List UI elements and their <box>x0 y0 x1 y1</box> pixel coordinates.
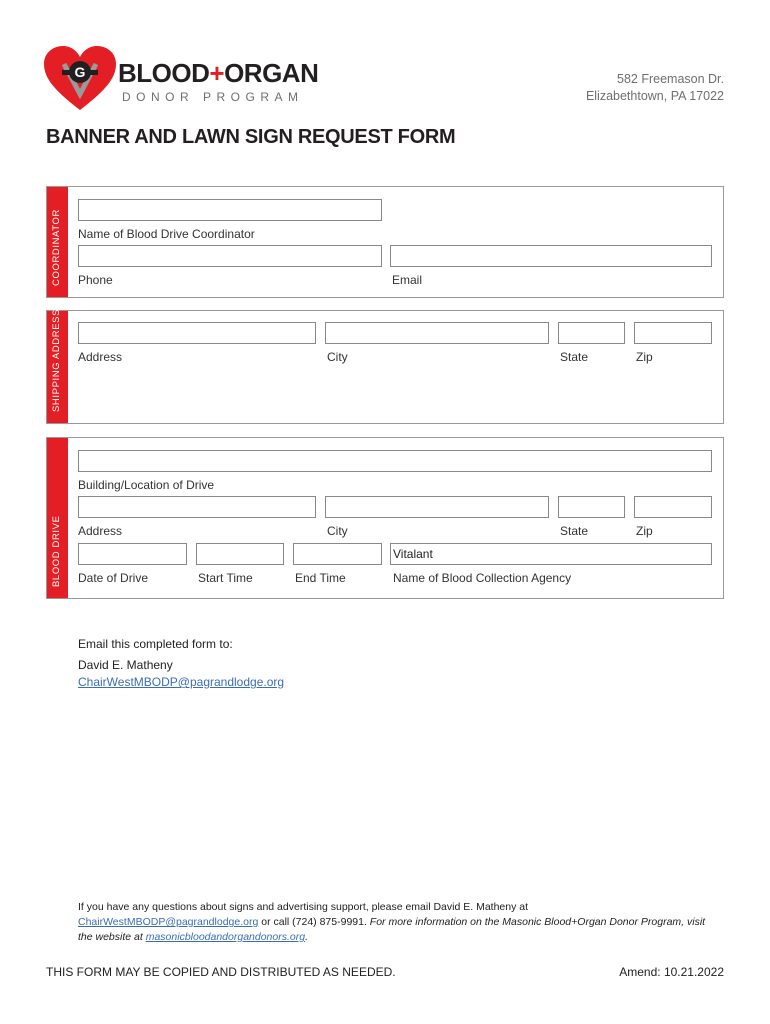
coordinator-email-label: Email <box>392 273 423 287</box>
drive-agency-value: Vitalant <box>393 547 433 561</box>
coordinator-tab: COORDINATOR <box>47 187 68 297</box>
drive-end-time-label: End Time <box>295 571 346 585</box>
heart-logo-icon <box>44 46 116 112</box>
form-title: BANNER AND LAWN SIGN REQUEST FORM <box>46 126 456 148</box>
drive-building-field[interactable] <box>78 450 712 472</box>
svg-text:G: G <box>74 64 86 80</box>
shipping-city-field[interactable] <box>325 322 549 344</box>
drive-state-field[interactable] <box>558 496 625 518</box>
shipping-address-label: Address <box>78 350 123 364</box>
copy-notice: THIS FORM MAY BE COPIED AND DISTRIBUTED AS NEEDED. <box>46 965 396 979</box>
email-intro: Email this completed form to: <box>78 637 233 651</box>
drive-address-label: Address <box>78 524 123 538</box>
coordinator-name-field[interactable] <box>78 199 382 221</box>
drive-date-field[interactable] <box>78 543 187 565</box>
shipping-address-field[interactable] <box>78 322 316 344</box>
blood-drive-tab: BLOOD DRIVE <box>47 438 68 598</box>
website-link[interactable]: masonicbloodandorgandonors.org <box>145 931 306 943</box>
contact-email-link[interactable]: ChairWestMBODP@pagrandlodge.org <box>78 675 285 689</box>
shipping-state-field[interactable] <box>558 322 625 344</box>
footer-email-link[interactable]: ChairWestMBODP@pagrandlodge.org <box>78 916 259 928</box>
logo-wordmark: BLOOD+ORGAN <box>118 58 319 88</box>
drive-building-label: Building/Location of Drive <box>78 478 215 492</box>
drive-start-time-field[interactable] <box>196 543 284 565</box>
shipping-city-label: City <box>327 350 348 364</box>
drive-state-label: State <box>560 524 589 538</box>
footer-note: If you have any questions about signs and advertising support, please email David E. Matheny at ChairWestMBODP@pagrandlodge.org or call (724) 875-9991. For more information on the Masonic Blood+Organ Donor Program, visit the website at masonicbloodandorgandonors.org. <box>78 901 706 943</box>
program-logo <box>44 46 334 112</box>
drive-agency-label: Name of Blood Collection Agency <box>393 571 572 585</box>
contact-name: David E. Matheny <box>78 658 173 672</box>
drive-zip-field[interactable] <box>634 496 712 518</box>
drive-address-field[interactable] <box>78 496 316 518</box>
amend-date: Amend: 10.21.2022 <box>619 965 724 979</box>
drive-start-time-label: Start Time <box>198 571 253 585</box>
logo-subtitle: DONOR PROGRAM <box>122 90 304 104</box>
coordinator-phone-label: Phone <box>78 273 113 287</box>
shipping-tab: SHIPPING ADDRESS <box>47 311 68 423</box>
coordinator-phone-field[interactable] <box>78 245 382 267</box>
drive-zip-label: Zip <box>636 524 653 538</box>
drive-agency-field[interactable] <box>390 543 712 565</box>
shipping-zip-label: Zip <box>636 350 653 364</box>
email-instructions <box>78 636 284 691</box>
shipping-zip-field[interactable] <box>634 322 712 344</box>
organization-address: 582 Freemason Dr. Elizabethtown, PA 17022 <box>585 72 724 103</box>
drive-end-time-field[interactable] <box>293 543 382 565</box>
shipping-state-label: State <box>560 350 589 364</box>
coordinator-name-label: Name of Blood Drive Coordinator <box>78 227 255 241</box>
drive-date-label: Date of Drive <box>78 571 149 585</box>
blood-drive-section <box>46 437 724 599</box>
drive-city-field[interactable] <box>325 496 549 518</box>
coordinator-section <box>46 186 724 298</box>
coordinator-email-field[interactable] <box>390 245 712 267</box>
shipping-section <box>46 310 724 424</box>
drive-city-label: City <box>327 524 348 538</box>
